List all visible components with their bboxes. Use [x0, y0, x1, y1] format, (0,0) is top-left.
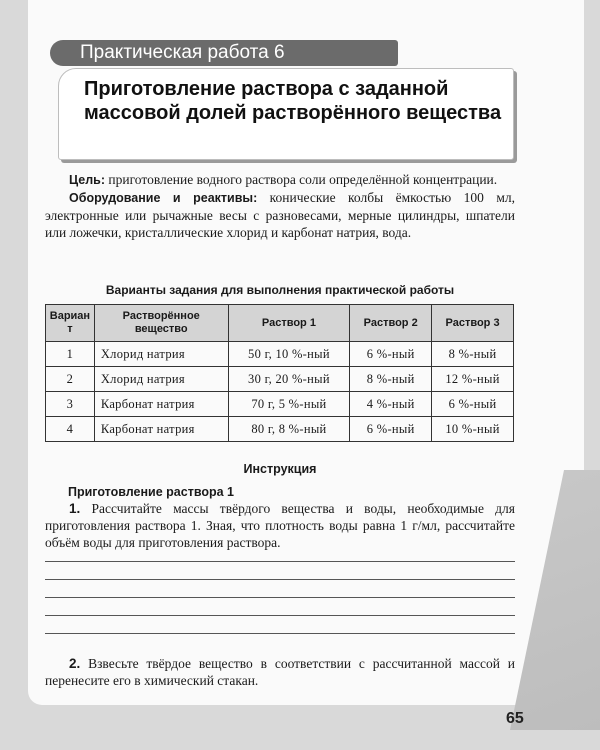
equipment-label: Оборудование и реактивы:: [69, 191, 258, 205]
title-box: [58, 68, 514, 160]
cell-variant: 4: [46, 417, 95, 442]
step-2: [45, 655, 515, 689]
cell-solution-1: 30 г, 20 %-ный: [228, 367, 350, 392]
step-1-number: 1.: [69, 501, 81, 516]
cell-variant: 2: [46, 367, 95, 392]
header-substance: Растворённое вещество: [94, 305, 228, 342]
intro-section: [45, 171, 515, 241]
header-solution-3: Раствор 3: [432, 305, 514, 342]
goal-paragraph: [45, 171, 515, 189]
cell-solution-2: 6 %-ный: [350, 417, 432, 442]
instructions-subheading: Приготовление раствора 1: [68, 485, 234, 499]
cell-substance: Хлорид натрия: [94, 367, 228, 392]
instructions-heading: Инструкция: [243, 462, 317, 476]
cell-solution-3: 8 %-ный: [432, 342, 514, 367]
step-2-number: 2.: [69, 656, 81, 671]
equipment-paragraph: [45, 189, 515, 241]
cell-solution-1: 70 г, 5 %-ный: [228, 392, 350, 417]
cell-solution-3: 6 %-ный: [432, 392, 514, 417]
header-solution-2: Раствор 2: [350, 305, 432, 342]
cell-variant: 1: [46, 342, 95, 367]
table-row: [46, 342, 514, 367]
step-1: [45, 500, 515, 551]
cell-variant: 3: [46, 392, 95, 417]
goal-label: Цель:: [69, 173, 106, 187]
cell-solution-3: 10 %-ный: [432, 417, 514, 442]
variants-table: [45, 304, 514, 442]
table-caption: Варианты задания для выполнения практической работы: [105, 283, 455, 297]
step-1-text: Рассчитайте массы твёрдого вещества и воды, необходимые для приготовления раствора 1. Зная, что плотность воды равна 1 г/мл, рассчитайте объём воды для приготовления раствора.: [45, 501, 515, 550]
answer-line[interactable]: [45, 579, 515, 580]
table-row: [46, 367, 514, 392]
equipment-text: конические колбы ёмкостью 100 мл, электронные или рычажные весы с разновесами, мерные цилиндры, шпатели или ложечки, кристаллические хлорид и карбонат натрия, вода.: [45, 190, 515, 240]
cell-substance: Хлорид натрия: [94, 342, 228, 367]
cell-solution-1: 80 г, 8 %-ный: [228, 417, 350, 442]
goal-text: приготовление водного раствора соли определённой концентрации.: [105, 172, 498, 187]
table-row: [46, 417, 514, 442]
cell-substance: Карбонат натрия: [94, 417, 228, 442]
cell-solution-3: 12 %-ный: [432, 367, 514, 392]
cell-solution-2: 8 %-ный: [350, 367, 432, 392]
table-header-row: [46, 305, 514, 342]
answer-line[interactable]: [45, 561, 515, 562]
header-solution-1: Раствор 1: [228, 305, 350, 342]
page-title: Приготовление раствора с заданной массовой долей растворённого вещества: [84, 78, 502, 124]
cell-solution-1: 50 г, 10 %-ный: [228, 342, 350, 367]
cell-solution-2: 4 %-ный: [350, 392, 432, 417]
step-2-text: Взвесьте твёрдое вещество в соответствии с рассчитанной массой и перенесите его в химический стакан.: [45, 656, 515, 688]
page-number: 65: [506, 710, 524, 727]
answer-line[interactable]: [45, 633, 515, 634]
cell-substance: Карбонат натрия: [94, 392, 228, 417]
table-row: [46, 392, 514, 417]
answer-line[interactable]: [45, 615, 515, 616]
answer-line[interactable]: [45, 597, 515, 598]
header-variant: Вариант: [46, 305, 95, 342]
cell-solution-2: 6 %-ный: [350, 342, 432, 367]
practical-work-banner: Практическая работа 6: [50, 40, 398, 66]
